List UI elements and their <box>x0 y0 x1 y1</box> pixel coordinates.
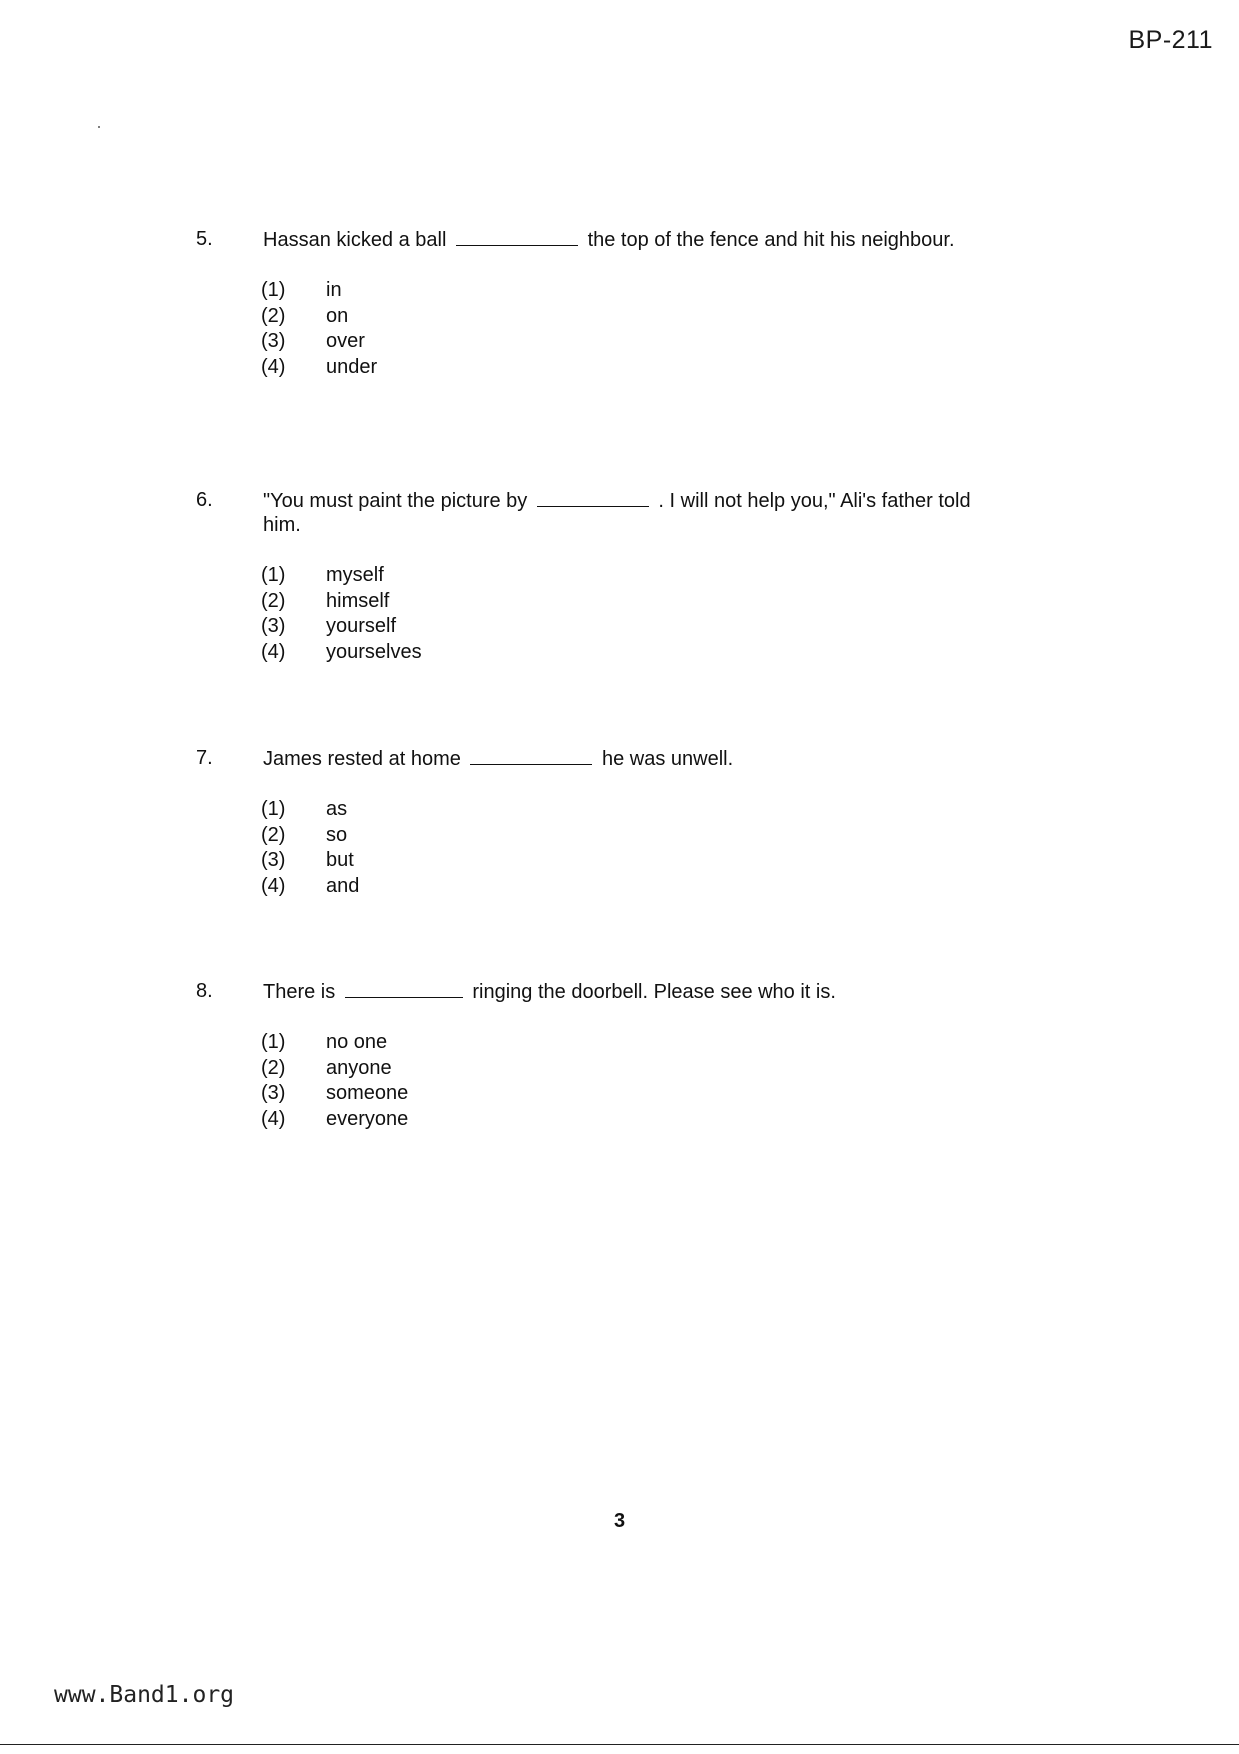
option-item <box>261 304 1016 330</box>
option-number: (2) <box>261 304 286 327</box>
option-text: someone <box>326 1082 409 1104</box>
option-item <box>261 329 1016 355</box>
question-6 <box>196 488 1016 665</box>
option-number: (3) <box>261 615 286 637</box>
option-item <box>261 1081 1016 1107</box>
question-number: 5. <box>196 228 213 250</box>
scan-speck <box>98 126 100 128</box>
question-text-before: "You must paint the picture by <box>263 490 528 512</box>
question-text-after: the top of the fence and hit his neighbour. <box>587 229 955 251</box>
option-text: so <box>326 823 348 846</box>
option-item <box>261 278 1016 304</box>
option-number: (4) <box>261 1107 286 1130</box>
question-text <box>263 227 1003 252</box>
option-number: (4) <box>261 640 286 663</box>
option-number: (1) <box>261 279 286 301</box>
answer-blank <box>345 979 463 998</box>
question-text <box>263 746 1003 771</box>
bottom-rule <box>0 1744 1239 1745</box>
footer-url: www.Band1.org <box>54 1682 235 1708</box>
question-text-before: Hassan kicked a ball <box>263 229 447 251</box>
answer-blank <box>470 746 592 765</box>
option-item <box>261 1107 1016 1133</box>
option-item <box>261 823 1016 849</box>
answer-blank <box>537 488 649 507</box>
page-number: 3 <box>613 1510 626 1532</box>
question-5 <box>196 227 1016 380</box>
option-item <box>261 563 1016 589</box>
option-list <box>261 563 1016 665</box>
option-list <box>261 1030 1016 1132</box>
option-text: myself <box>326 564 384 586</box>
option-number: (1) <box>261 564 286 586</box>
option-item <box>261 848 1016 874</box>
option-item <box>261 797 1016 823</box>
question-text-after: he was unwell. <box>602 748 734 770</box>
option-number: (3) <box>261 330 286 352</box>
option-text: in <box>326 279 342 301</box>
question-number: 8. <box>196 980 213 1002</box>
option-number: (2) <box>261 589 286 612</box>
answer-blank <box>456 227 578 246</box>
option-item <box>261 1056 1016 1082</box>
option-text: and <box>326 874 360 897</box>
question-text-before: There is <box>263 981 336 1003</box>
option-text: under <box>326 355 378 378</box>
option-number: (1) <box>261 798 286 820</box>
option-text: over <box>326 330 365 352</box>
option-list <box>261 797 1016 899</box>
option-text: everyone <box>326 1107 409 1130</box>
question-text-after: . I will not help you," Ali's father told him. <box>263 490 971 536</box>
question-text <box>263 488 1003 537</box>
question-text <box>263 979 1003 1004</box>
option-list <box>261 278 1016 380</box>
option-text: yourself <box>326 615 397 637</box>
question-text-before: James rested at home <box>263 748 461 770</box>
option-item <box>261 589 1016 615</box>
option-number: (4) <box>261 355 286 378</box>
option-number: (2) <box>261 823 286 846</box>
option-item <box>261 355 1016 381</box>
question-text-after: ringing the doorbell. Please see who it is. <box>472 981 836 1003</box>
option-text: anyone <box>326 1056 392 1079</box>
question-number: 7. <box>196 747 213 769</box>
option-number: (3) <box>261 849 286 871</box>
option-number: (2) <box>261 1056 286 1079</box>
option-text: no one <box>326 1031 388 1053</box>
option-item <box>261 874 1016 900</box>
option-number: (4) <box>261 874 286 897</box>
option-item <box>261 640 1016 666</box>
option-number: (3) <box>261 1082 286 1104</box>
option-item <box>261 1030 1016 1056</box>
question-8 <box>196 979 1016 1132</box>
option-item <box>261 614 1016 640</box>
option-text: as <box>326 798 348 820</box>
question-number: 6. <box>196 489 213 511</box>
page-code: BP-211 <box>1128 26 1213 54</box>
option-text: himself <box>326 589 390 612</box>
option-text: on <box>326 304 349 327</box>
option-text: but <box>326 849 354 871</box>
option-number: (1) <box>261 1031 286 1053</box>
question-7 <box>196 746 1016 899</box>
option-text: yourselves <box>326 640 422 663</box>
